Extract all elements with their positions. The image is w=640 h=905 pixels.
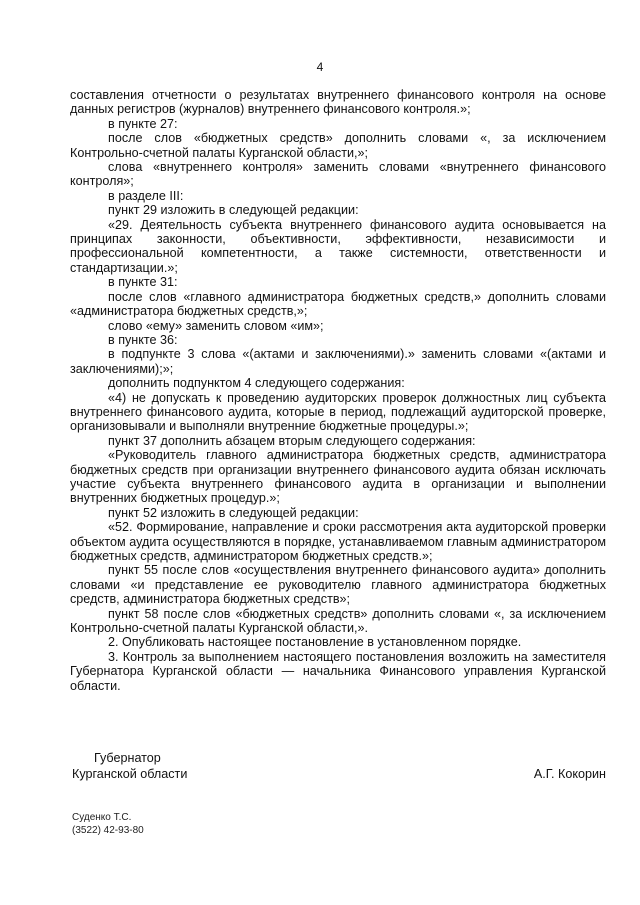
signatory-name: А.Г. Кокорин	[533, 767, 606, 781]
document-body	[70, 88, 606, 693]
paragraph: 3. Контроль за выполнением настоящего постановления возложить на заместителя Губернатора Курганской области — начальника Финансового управления Курганской области.	[70, 649, 606, 693]
paragraph: пункт 37 дополнить абзацем вторым следующего содержания:	[108, 433, 476, 448]
executor-block	[72, 811, 144, 837]
paragraph: пункт 58 после слов «бюджетных средств» дополнить словами «, за исключением Контрольно-счетной палаты Курганской области,».	[70, 606, 606, 636]
paragraph: «29. Деятельность субъекта внутреннего финансового аудита основывается на принципах законности, объективности, эффективности, независимости и профессиональной компетентности, а также системности, ответственности и стандартизации.»;	[70, 217, 606, 275]
executor-name: Суденко Т.С.	[72, 812, 132, 823]
paragraph: в пункте 31:	[108, 275, 178, 290]
paragraph: «52. Формирование, направление и сроки рассмотрения акта аудиторской проверки объектом аудита осуществляются в порядке, устанавливаемом главным администратором бюджетных средств, администратором бюджетных средств.»;	[70, 520, 606, 563]
signature-title-line1: Губернатор	[94, 751, 161, 765]
paragraph: 2. Опубликовать настоящее постановление в установленном порядке.	[108, 635, 522, 650]
paragraph: «Руководитель главного администратора бюджетных средств, администратора бюджетных средств при организации внутреннего финансового аудита обязан исключать участие субъекта внутреннего финансового аудита в организации и выполнении внутренних бюджетных процедур.»;	[70, 448, 606, 506]
paragraph: в подпункте 3 слова «(актами и заключениями).» заменить словами «(актами и заключениями);»;	[70, 347, 606, 376]
executor-phone: (3522) 42-93-80	[72, 825, 144, 836]
paragraph: слова «внутреннего контроля» заменить словами «внутреннего финансового контроля»;	[70, 160, 606, 189]
paragraph: в разделе III:	[108, 188, 184, 203]
signature-title-line2: Курганской области	[72, 767, 188, 781]
signature-block	[72, 750, 606, 782]
paragraph: пункт 52 изложить в следующей редакции:	[108, 505, 359, 520]
paragraph: после слов «бюджетных средств» дополнить словами «, за исключением Контрольно-счетной палаты Курганской области,»;	[70, 131, 606, 160]
paragraph: слово «ему» заменить словом «им»;	[108, 318, 324, 333]
paragraph: в пункте 36:	[108, 332, 178, 347]
paragraph: в пункте 27:	[108, 116, 178, 131]
paragraph: составления отчетности о результатах внутреннего финансового контроля на основе данных регистров (журналов) внутреннего финансового контроля.»;	[70, 88, 606, 117]
page-number: 4	[316, 60, 324, 74]
paragraph: после слов «главного администратора бюджетных средств,» дополнить словами «администратора бюджетных средств,»;	[70, 289, 606, 319]
paragraph: дополнить подпунктом 4 следующего содержания:	[108, 376, 405, 391]
paragraph: «4) не допускать к проведению аудиторских проверок должностных лиц субъекта внутреннего финансового аудита, которые в период, подлежащий аудиторской проверке, организовывали и выполняли внутренние бюджетные процедуры.»;	[70, 390, 606, 434]
paragraph: пункт 55 после слов «осуществления внутреннего финансового аудита» дополнить словами «и представление ее руководителю главного администратора бюджетных средств, администратора бюджетных средств»;	[70, 563, 606, 607]
paragraph: пункт 29 изложить в следующей редакции:	[108, 203, 359, 218]
